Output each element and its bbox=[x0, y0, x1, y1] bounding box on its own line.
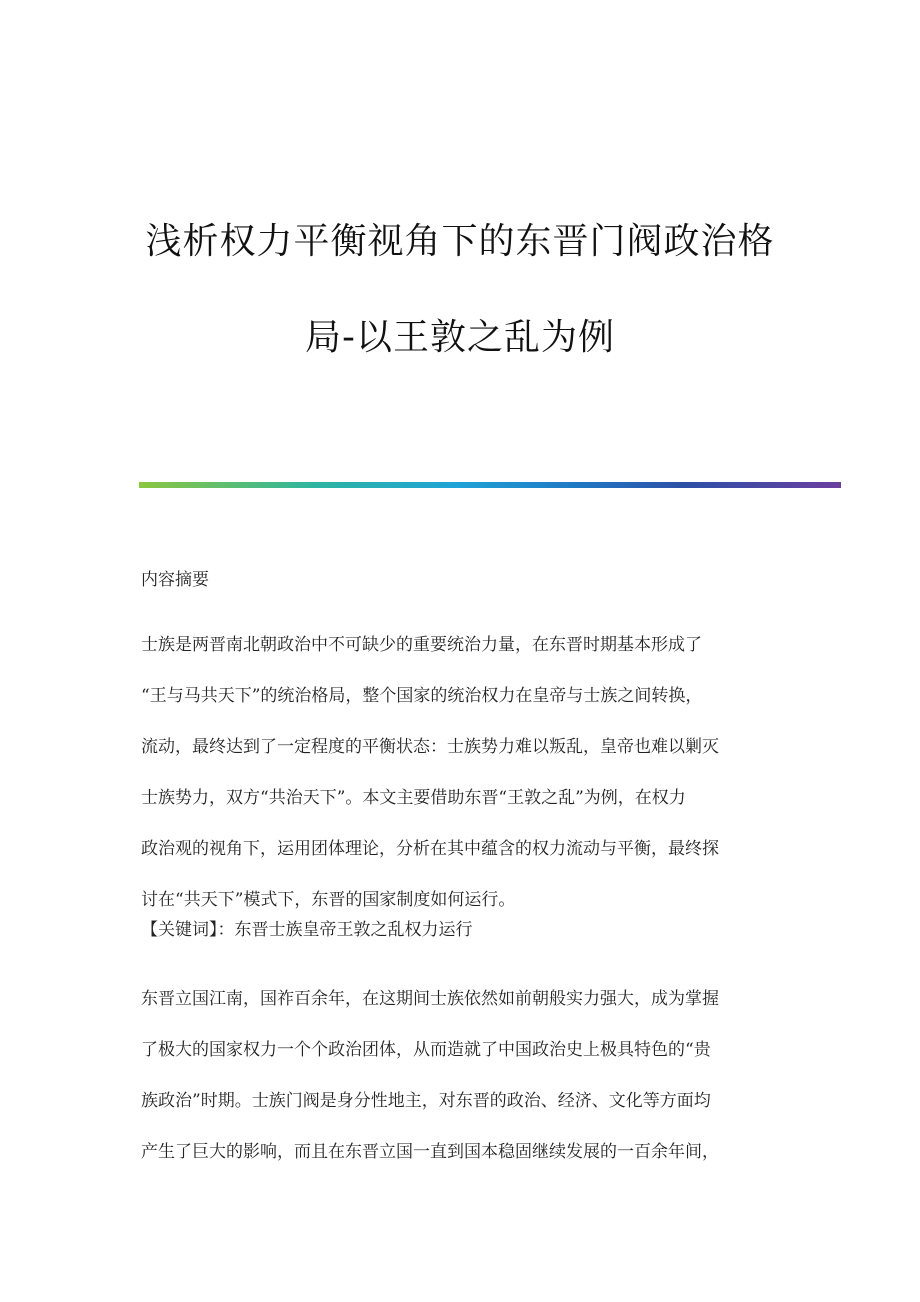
abstract-line: 讨在“共天下”模式下，东晋的国家制度如何运行。 bbox=[141, 890, 516, 910]
abstract-line: 流动，最终达到了一定程度的平衡状态：士族势力难以叛乱，皇帝也难以剿灭 bbox=[141, 737, 719, 757]
body-line: 产生了巨大的影响，而且在东晋立国一直到国本稳固继续发展的一百余年间， bbox=[141, 1142, 719, 1162]
abstract-line: 士族是两晋南北朝政治中不可缺少的重要统治力量，在东晋时期基本形成了 bbox=[141, 635, 702, 655]
document-title-line-2: 局-以王敦之乱为例 bbox=[305, 317, 615, 358]
gradient-divider bbox=[139, 482, 841, 488]
document-title-line-1: 浅析权力平衡视角下的东晋门阀政治格 bbox=[145, 221, 775, 262]
abstract-heading: 内容摘要 bbox=[141, 570, 209, 590]
keywords-line: 【关键词】：东晋士族皇帝王敦之乱权力运行 bbox=[141, 920, 473, 940]
body-line: 东晋立国江南，国祚百余年，在这期间士族依然如前朝般实力强大，成为掌握 bbox=[141, 989, 719, 1009]
body-line: 族政治”时期。士族门阀是身分性地主，对东晋的政治、经济、文化等方面均 bbox=[141, 1091, 711, 1111]
abstract-paragraph bbox=[141, 620, 781, 926]
body-paragraph bbox=[141, 974, 781, 1178]
abstract-line: “王与马共天下”的统治格局，整个国家的统治权力在皇帝与士族之间转换， bbox=[141, 686, 703, 706]
abstract-line: 政治观的视角下，运用团体理论，分析在其中蕴含的权力流动与平衡，最终探 bbox=[141, 839, 719, 859]
abstract-line: 士族势力，双方“共治天下”。本文主要借助东晋“王敦之乱”为例，在权力 bbox=[141, 788, 686, 808]
body-line: 了极大的国家权力一个个政治团体，从而造就了中国政治史上极具特色的“贵 bbox=[141, 1040, 711, 1060]
